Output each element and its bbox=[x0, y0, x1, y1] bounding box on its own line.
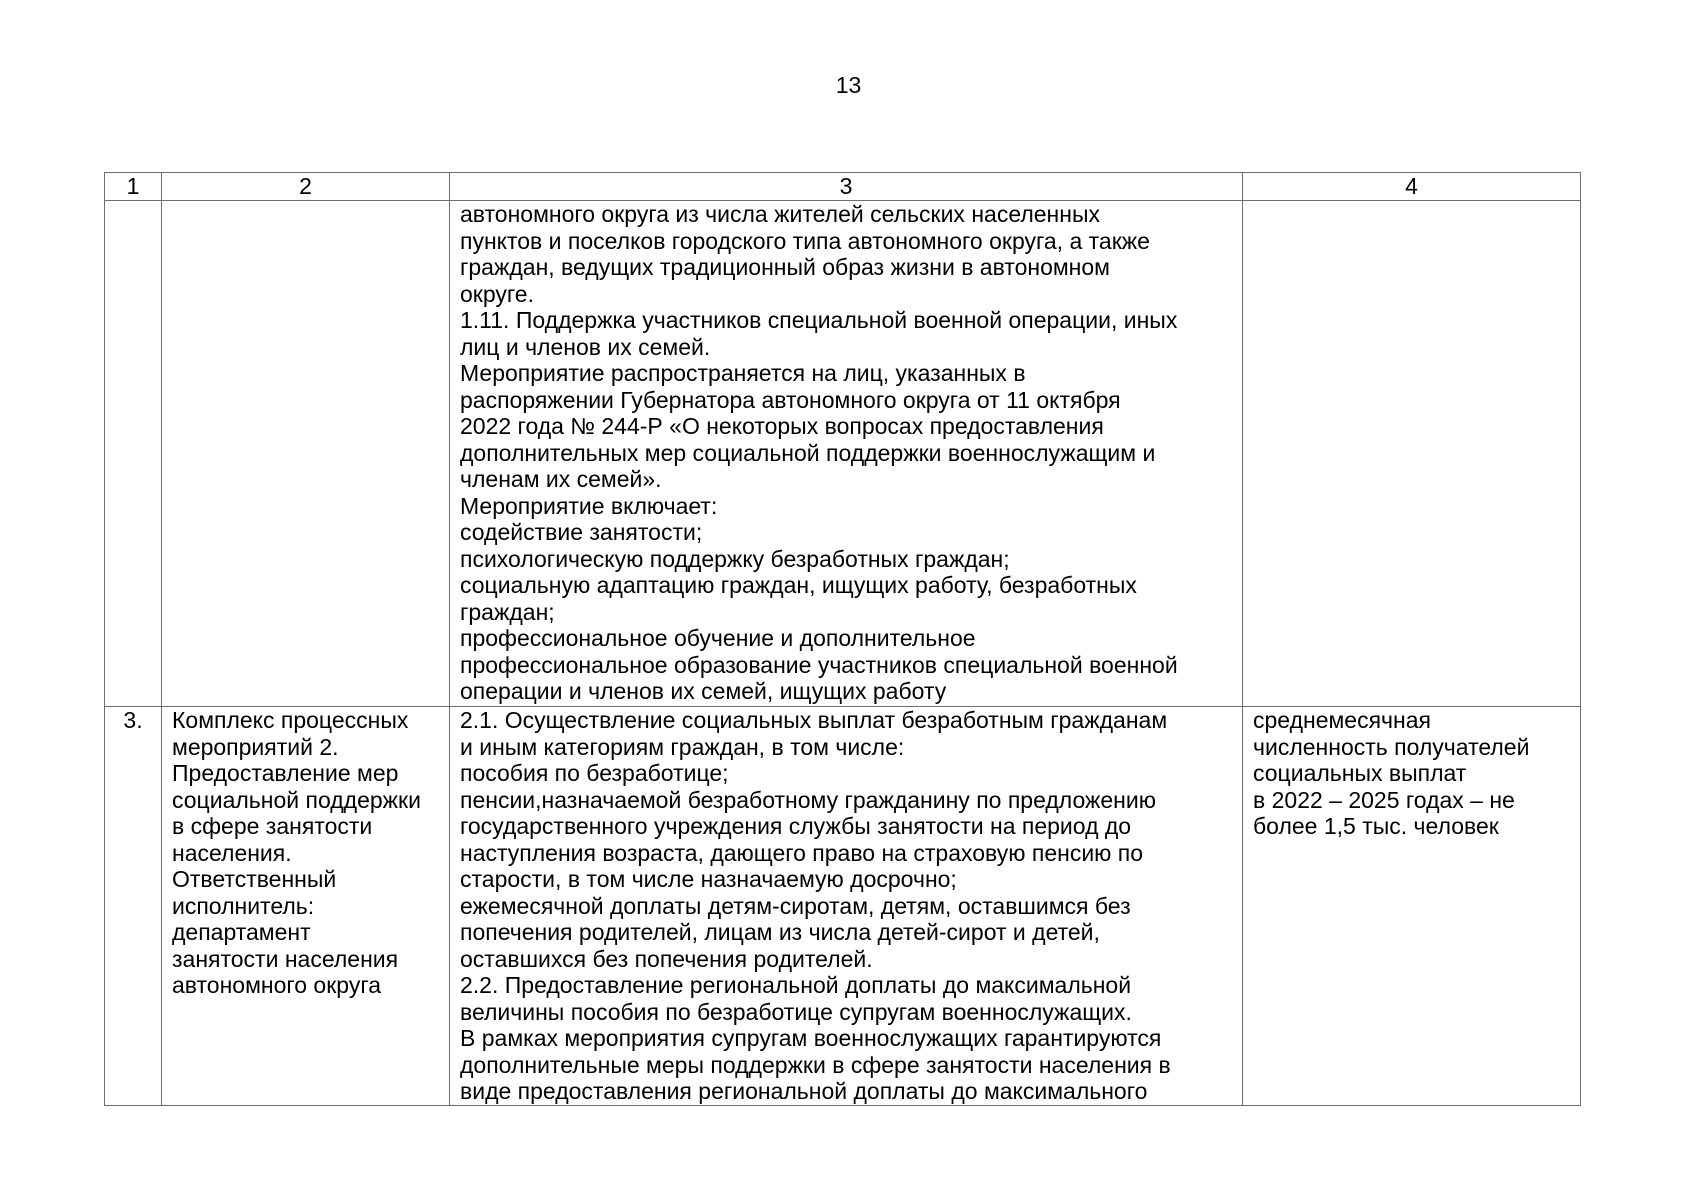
measure-name-cell bbox=[162, 707, 450, 1106]
content-line: округе. bbox=[460, 280, 534, 307]
content-line: старости, в том числе назначаемую досрочно; bbox=[460, 866, 957, 892]
content-line: членам их семей». bbox=[460, 466, 662, 492]
indicator-line: более 1,5 тыс. человек bbox=[1253, 813, 1499, 839]
content-line: содействие занятости; bbox=[460, 519, 703, 545]
name-line: автономного округа bbox=[172, 972, 381, 998]
table-row bbox=[105, 707, 1581, 1106]
name-line: населения. bbox=[172, 839, 292, 866]
indicator-line: численность получателей bbox=[1253, 733, 1530, 760]
content-line: ежемесячной доплаты детям-сиротам, детям, оставшимся без bbox=[460, 892, 1131, 919]
name-line: Ответственный bbox=[172, 866, 337, 892]
measures-table bbox=[104, 172, 1581, 1106]
content-line: величины пособия по безработице супругам военнослужащих. bbox=[460, 998, 1132, 1025]
content-line: дополнительные меры поддержки в сфере занятости населения в bbox=[460, 1051, 1171, 1078]
column-header-2: 2 bbox=[162, 173, 450, 201]
content-line: 2022 года № 244-Р «О некоторых вопросах предоставления bbox=[460, 413, 1104, 439]
content-line: граждан; bbox=[460, 598, 555, 625]
content-line: 2.2. Предоставление региональной доплаты до максимальной bbox=[460, 972, 1132, 998]
content-line: автономного округа из числа жителей сельских населенных bbox=[460, 201, 1100, 227]
measure-content-cell bbox=[450, 707, 1243, 1106]
indicator-cell bbox=[1243, 707, 1581, 1106]
content-line: пенсии,назначаемой безработному гражданину по предложению bbox=[460, 786, 1156, 813]
measure-name-cell bbox=[162, 201, 450, 707]
page-number: 13 bbox=[835, 72, 862, 98]
name-line: исполнитель: bbox=[172, 892, 315, 919]
content-line: и иным категориям граждан, в том числе: bbox=[460, 733, 905, 760]
table-header-row bbox=[105, 173, 1581, 201]
name-line: социальной поддержки bbox=[172, 786, 421, 813]
column-header-3: 3 bbox=[450, 173, 1243, 201]
indicator-line: в 2022 – 2025 годах – не bbox=[1253, 786, 1515, 813]
content-line: операции и членов их семей, ищущих работу bbox=[460, 678, 947, 704]
indicator-line: социальных выплат bbox=[1253, 760, 1467, 786]
name-line: в сфере занятости bbox=[172, 813, 373, 839]
content-line: граждан, ведущих традиционный образ жизни в автономном bbox=[460, 254, 1110, 280]
content-line: виде предоставления региональной доплаты до максимального bbox=[460, 1078, 1148, 1104]
content-line: распоряжении Губернатора автономного округа от 11 октября bbox=[460, 386, 1121, 413]
content-line: профессиональное образование участников специальной военной bbox=[460, 651, 1178, 678]
content-line: дополнительных мер социальной поддержки военнослужащим и bbox=[460, 439, 1156, 466]
content-line: профессиональное обучение и дополнительное bbox=[460, 625, 976, 651]
content-line: попечения родителей, лицам из числа детей-сирот и детей, bbox=[460, 919, 1100, 945]
content-line: пунктов и поселков городского типа автономного округа, а также bbox=[460, 227, 1150, 254]
row-number-cell bbox=[105, 201, 162, 707]
content-line: 1.11. Поддержка участников специальной военной операции, иных bbox=[460, 307, 1178, 333]
content-line: оставшихся без попечения родителей. bbox=[460, 945, 873, 972]
content-line: наступления возраста, дающего право на страховую пенсию по bbox=[460, 839, 1144, 866]
table-row bbox=[105, 201, 1581, 707]
name-line: департамент bbox=[172, 919, 311, 945]
content-line: государственного учреждения службы занятости на период до bbox=[460, 813, 1132, 839]
name-line: занятости населения bbox=[172, 945, 399, 972]
column-header-1: 1 bbox=[105, 173, 162, 201]
row-number-cell: 3. bbox=[105, 707, 162, 1106]
column-header-4: 4 bbox=[1243, 173, 1581, 201]
content-line: Мероприятие включает: bbox=[460, 492, 718, 519]
name-line: мероприятий 2. bbox=[172, 733, 339, 760]
content-line: 2.1. Осуществление социальных выплат безработным гражданам bbox=[460, 707, 1168, 733]
content-line: лиц и членов их семей. bbox=[460, 333, 711, 360]
name-line: Предоставление мер bbox=[172, 760, 399, 786]
measure-content-cell bbox=[450, 201, 1243, 707]
content-line: психологическую поддержку безработных граждан; bbox=[460, 545, 1010, 572]
name-line: Комплекс процессных bbox=[172, 707, 409, 733]
content-line: социальную адаптацию граждан, ищущих работу, безработных bbox=[460, 572, 1137, 598]
content-line: В рамках мероприятия супругам военнослужащих гарантируются bbox=[460, 1025, 1162, 1051]
content-line: пособия по безработице; bbox=[460, 760, 729, 786]
indicator-line: среднемесячная bbox=[1253, 707, 1431, 733]
content-line: Мероприятие распространяется на лиц, указанных в bbox=[460, 360, 1026, 386]
indicator-cell bbox=[1243, 201, 1581, 707]
